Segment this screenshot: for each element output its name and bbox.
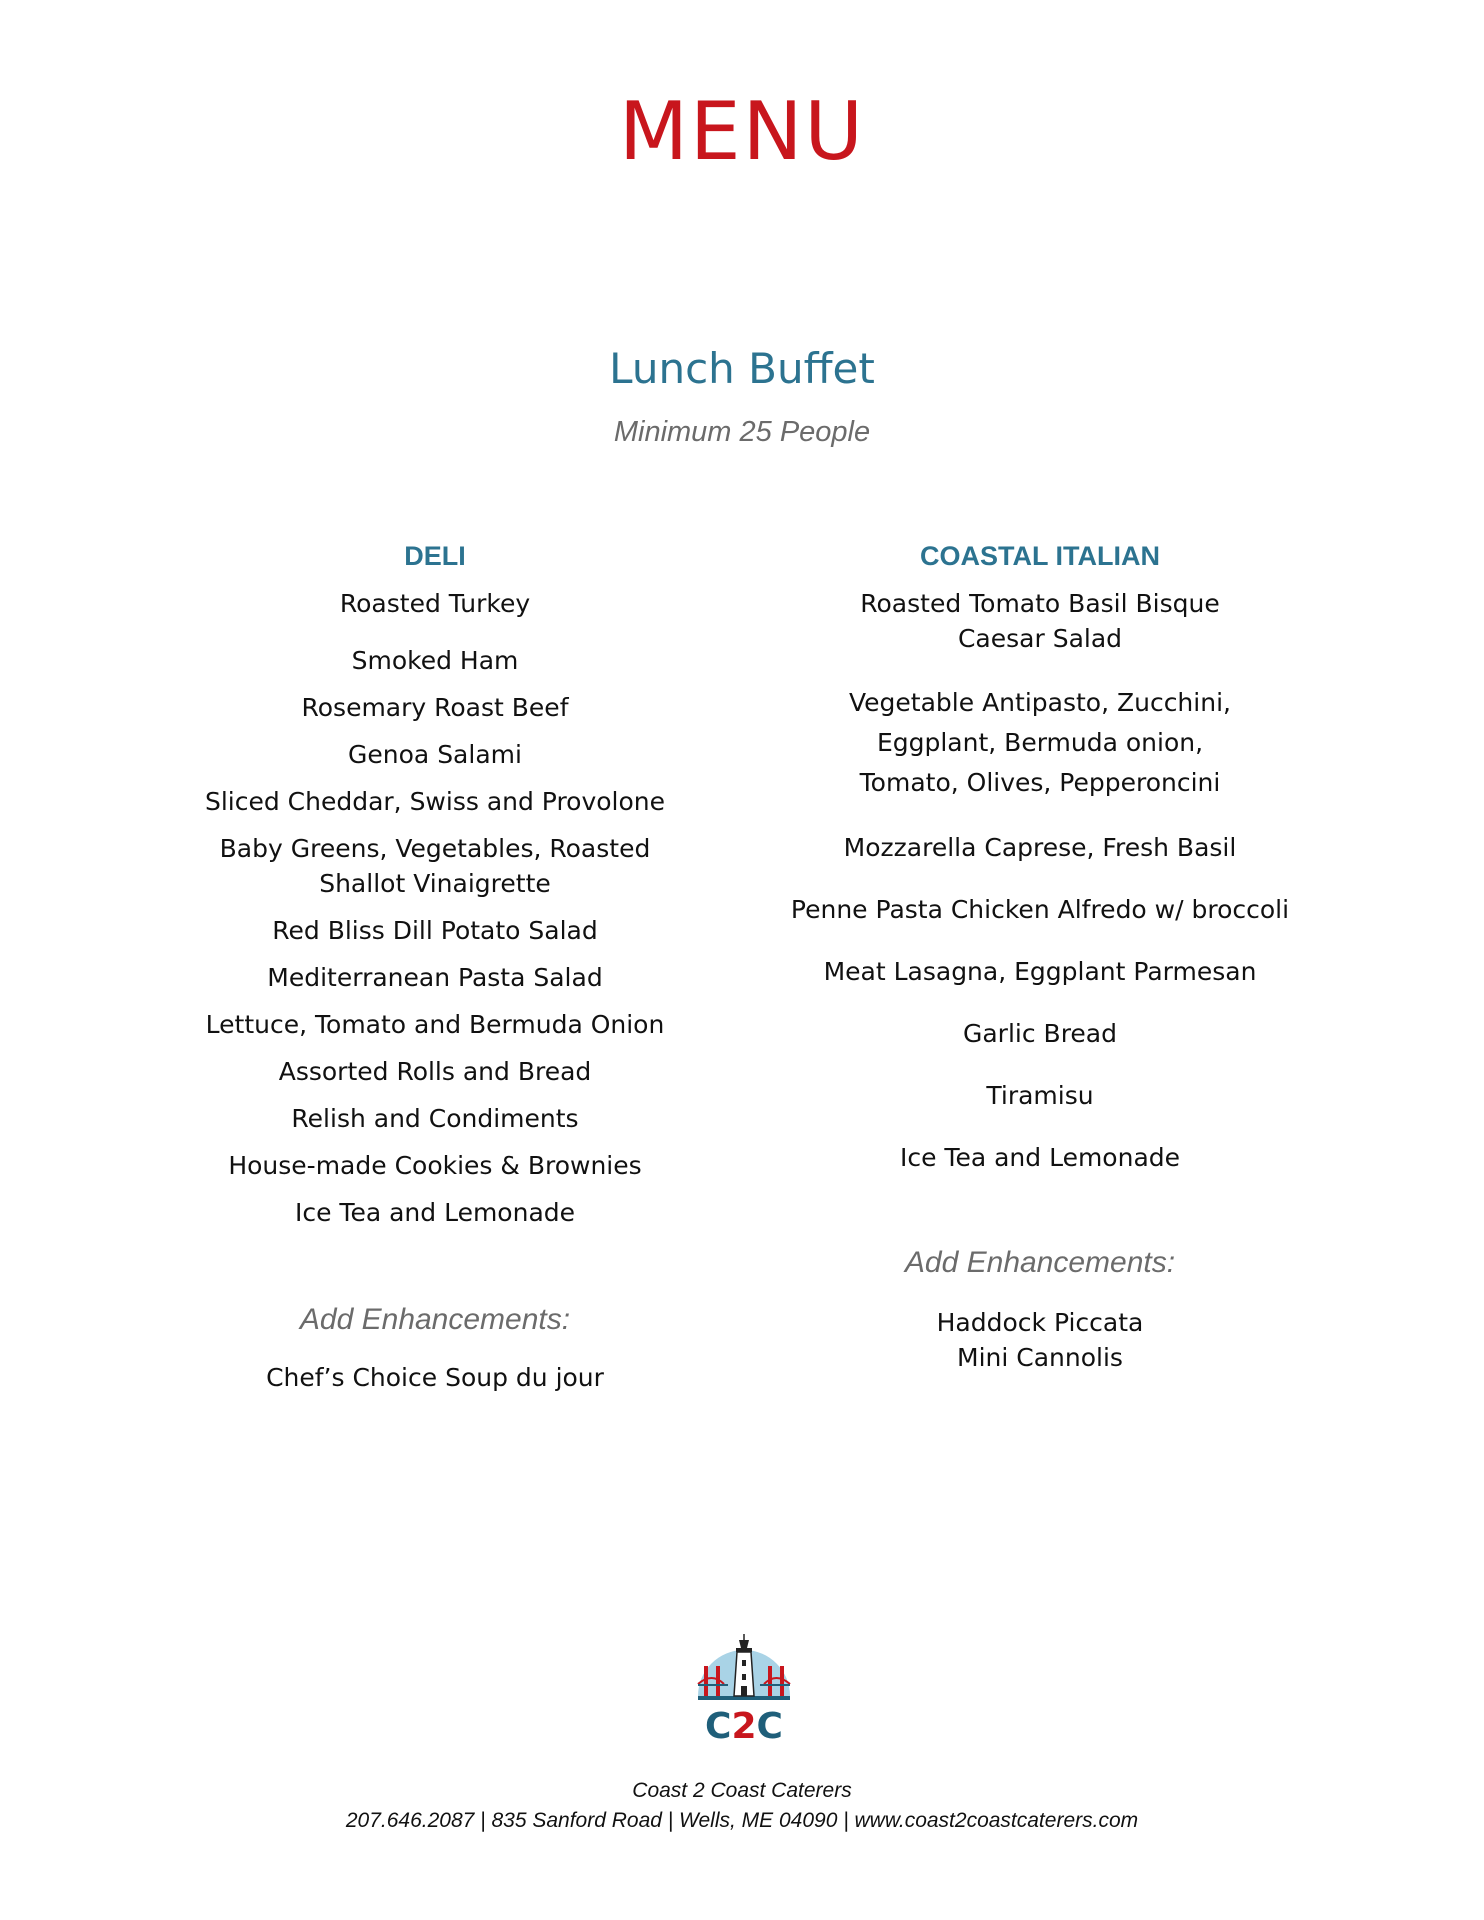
italian-enhancement-item: Haddock Piccata Mini Cannolis	[936, 1308, 1144, 1373]
italian-item: Vegetable Antipasto, Zucchini, Eggplant, Bermuda onion, Tomato, Olives, Pepperoncini	[849, 688, 1231, 798]
italian-item: Penne Pasta Chicken Alfredo w/ broccoli	[790, 895, 1290, 925]
italian-column	[760, 540, 1320, 1375]
deli-item: Mediterranean Pasta Salad	[267, 963, 603, 993]
italian-item: Ice Tea and Lemonade	[899, 1143, 1181, 1173]
footer	[0, 1776, 1484, 1836]
italian-enhancements-title: Add Enhancements:	[904, 1246, 1176, 1280]
italian-item: Tiramisu	[986, 1081, 1094, 1111]
deli-item: Baby Greens, Vegetables, Roasted Shallot Vinaigrette	[219, 834, 651, 899]
deli-item: Smoked Ham	[351, 646, 519, 676]
lighthouse-bridge-icon	[698, 1634, 790, 1700]
deli-enhancement-item: Chef’s Choice Soup du jour	[266, 1363, 604, 1393]
footer-contact: 207.646.2087 | 835 Sanford Road | Wells, ME 04090 | www.coast2coastcaterers.com	[345, 1809, 1139, 1832]
deli-item: Genoa Salami	[348, 740, 522, 770]
italian-heading: COASTAL ITALIAN	[920, 541, 1160, 571]
deli-item: Relish and Condiments	[291, 1104, 579, 1134]
deli-heading: DELI	[404, 541, 466, 571]
deli-item: House-made Cookies & Brownies	[228, 1151, 642, 1181]
menu-title: MENU	[619, 85, 865, 178]
deli-item: Assorted Rolls and Bread	[278, 1057, 592, 1087]
c2c-logo	[690, 1634, 798, 1744]
deli-item: Roasted Turkey	[339, 589, 531, 619]
italian-item: Meat Lasagna, Eggplant Parmesan	[823, 957, 1257, 987]
deli-column	[180, 540, 690, 1395]
italian-item: Roasted Tomato Basil Bisque Caesar Salad	[860, 589, 1220, 654]
italian-item: Mozzarella Caprese, Fresh Basil	[843, 833, 1237, 863]
deli-item: Ice Tea and Lemonade	[294, 1198, 576, 1228]
section-title: Lunch Buffet	[609, 344, 875, 393]
deli-item: Lettuce, Tomato and Bermuda Onion	[205, 1010, 665, 1040]
deli-item: Sliced Cheddar, Swiss and Provolone	[204, 787, 666, 817]
deli-item: Red Bliss Dill Potato Salad	[272, 916, 598, 946]
logo-text: C2C	[705, 1706, 783, 1744]
deli-item: Rosemary Roast Beef	[301, 693, 569, 723]
footer-company: Coast 2 Coast Caterers	[632, 1779, 852, 1802]
deli-enhancements-title: Add Enhancements:	[299, 1303, 571, 1337]
section-subtitle: Minimum 25 People	[613, 416, 871, 448]
italian-item: Garlic Bread	[962, 1019, 1117, 1049]
